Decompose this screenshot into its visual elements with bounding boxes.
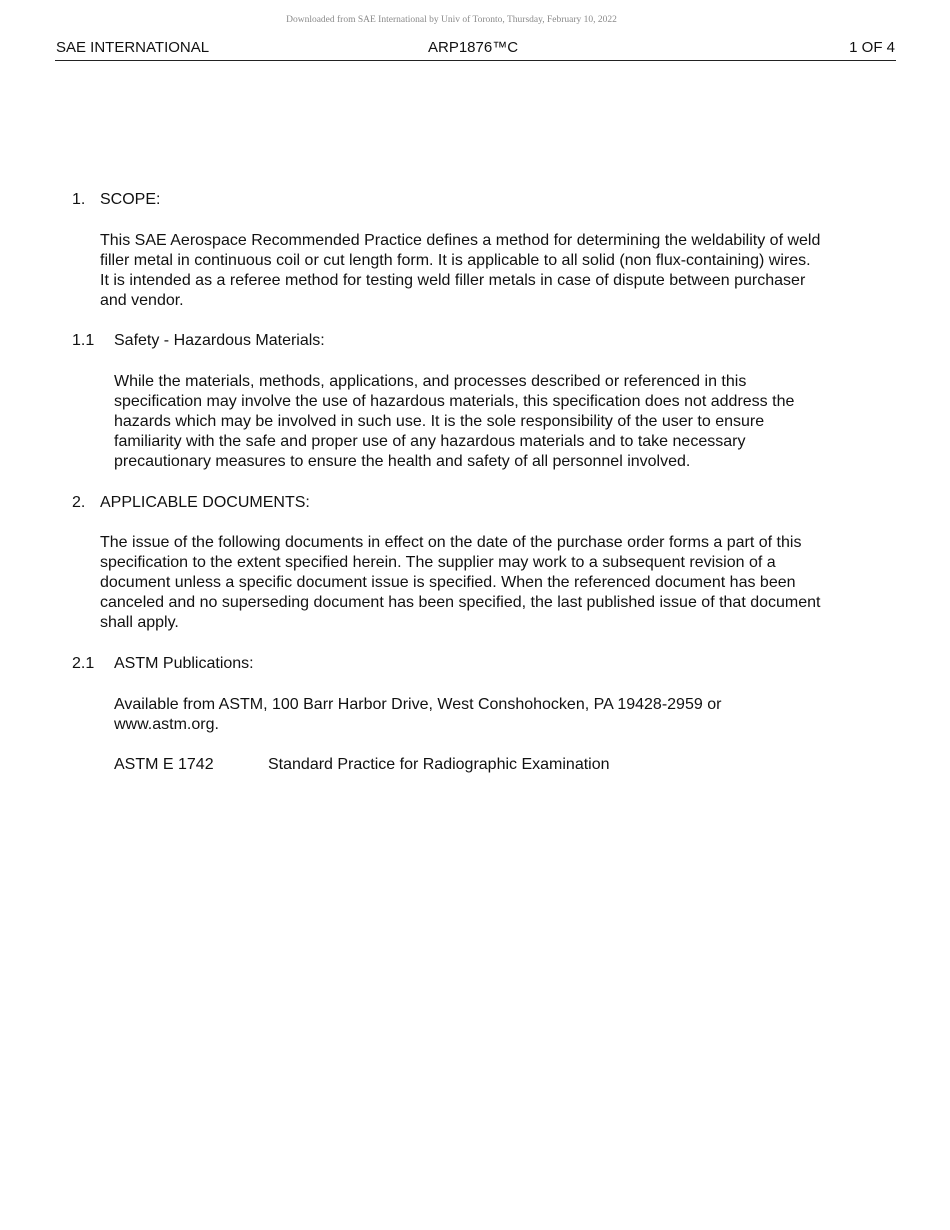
- paragraph-line: document unless a specific document issue is specified. When the referenced document has been: [100, 574, 796, 591]
- paragraph-line: and vendor.: [100, 292, 184, 309]
- paragraph-line: familiarity with the safe and proper use of any hazardous materials and to take necessary: [114, 433, 746, 450]
- section-heading-scope: SCOPE:: [100, 191, 161, 208]
- section-number-applicable: 2.: [72, 494, 86, 511]
- scope-paragraph: [100, 231, 820, 311]
- applicable-paragraph: [100, 533, 820, 633]
- referenced-document-code: ASTM E 1742: [114, 756, 214, 773]
- section-heading-astm: ASTM Publications:: [114, 655, 254, 672]
- section-number-astm: 2.1: [72, 655, 95, 672]
- paragraph-line: hazards which may be involved in such use. It is the sole responsibility of the user to ensure: [114, 413, 765, 430]
- paragraph-line: shall apply.: [100, 614, 179, 631]
- referenced-document-title: Standard Practice for Radiographic Examination: [268, 756, 610, 773]
- section-heading-safety: Safety - Hazardous Materials:: [114, 332, 325, 349]
- page-header: [55, 38, 896, 61]
- header-page-number: 1 OF 4: [849, 39, 895, 56]
- paragraph-line: www.astm.org.: [114, 716, 219, 733]
- paragraph-line: It is intended as a referee method for testing weld filler metals in case of dispute between purchaser: [100, 272, 806, 289]
- section-heading-applicable: APPLICABLE DOCUMENTS:: [100, 494, 310, 511]
- paragraph-line: While the materials, methods, applications, and processes described or referenced in this: [114, 373, 747, 390]
- safety-paragraph: [114, 372, 794, 472]
- download-watermark: Downloaded from SAE International by Univ of Toronto, Thursday, February 10, 2022: [286, 15, 617, 25]
- section-number-safety: 1.1: [72, 332, 95, 349]
- paragraph-line: canceled and no superseding document has been specified, the last published issue of that document: [100, 594, 821, 611]
- header-publisher: SAE INTERNATIONAL: [56, 39, 210, 56]
- header-document-number: ARP1876™C: [428, 39, 519, 56]
- paragraph-line: Available from ASTM, 100 Barr Harbor Drive, West Conshohocken, PA 19428-2959 or: [114, 696, 722, 713]
- astm-availability-paragraph: [114, 695, 721, 735]
- paragraph-line: specification to the extent specified herein. The supplier may work to a subsequent revision of a: [100, 554, 776, 571]
- section-number-scope: 1.: [72, 191, 86, 208]
- paragraph-line: specification may involve the use of hazardous materials, this specification does not address the: [114, 393, 795, 410]
- paragraph-line: The issue of the following documents in effect on the date of the purchase order forms a part of this: [100, 534, 802, 551]
- paragraph-line: precautionary measures to ensure the health and safety of all personnel involved.: [114, 453, 691, 470]
- paragraph-line: filler metal in continuous coil or cut length form. It is applicable to all solid (non flux-containing) wires.: [100, 252, 811, 269]
- paragraph-line: This SAE Aerospace Recommended Practice defines a method for determining the weldability of weld: [100, 232, 821, 249]
